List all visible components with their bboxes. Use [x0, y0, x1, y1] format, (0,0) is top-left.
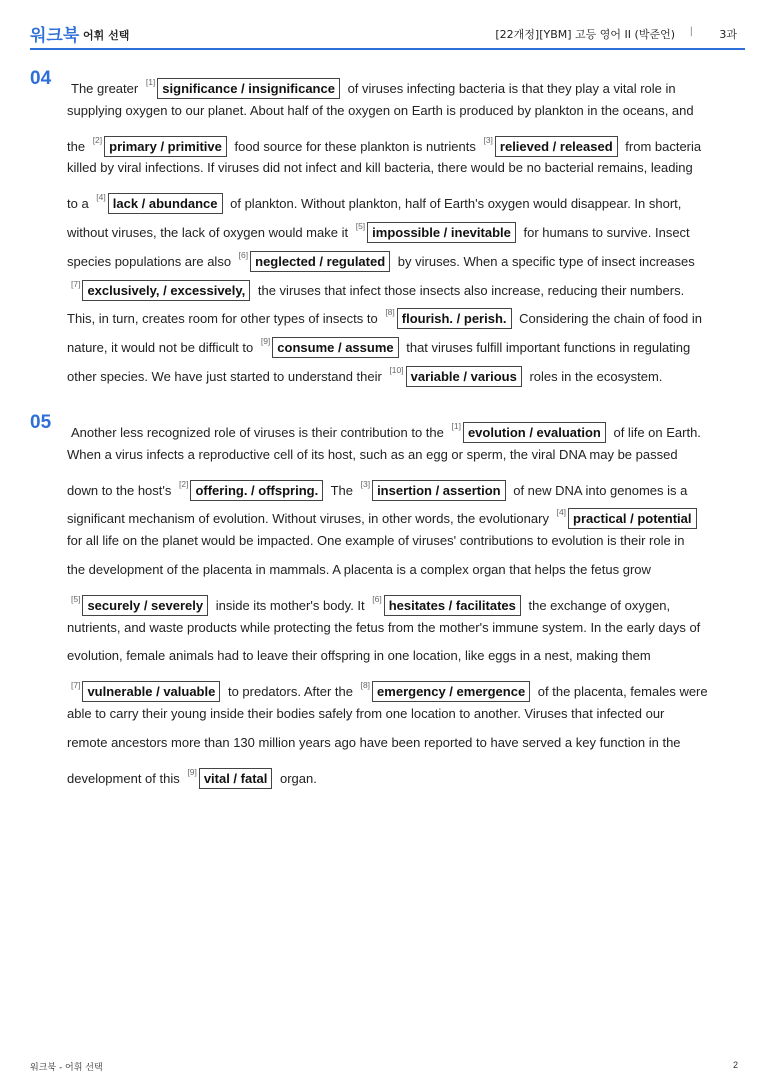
- passage-text-run: food source for these plankton is nutrients: [230, 138, 480, 154]
- vocab-choice-box[interactable]: vulnerable / valuable: [82, 681, 220, 702]
- passage-line: [67, 68, 742, 97]
- passage-text-run: the: [67, 138, 89, 154]
- passage-text-run: of life on Earth.: [609, 425, 701, 440]
- passage-line: [67, 327, 742, 356]
- passage-line: [67, 585, 742, 614]
- passage-section-05: [30, 412, 742, 786]
- vocab-choice-box[interactable]: emergency / emergence: [372, 681, 530, 702]
- passage-line: [67, 498, 742, 527]
- passage-text-run: nutrients, and waste products while protecting the fetus from the mother's immune system. In the early days of: [67, 619, 701, 635]
- brand-title: 워크북: [30, 26, 80, 46]
- passage-text-run: Considering the chain of food in: [515, 311, 702, 327]
- passage-text: [67, 412, 742, 786]
- passage-text-run: inside its mother's body. It: [212, 597, 369, 613]
- passage-line: [67, 183, 742, 212]
- passage-line: [67, 614, 742, 643]
- vocab-choice-box[interactable]: significance / insignificance: [157, 78, 340, 99]
- passage-line: [67, 642, 742, 671]
- blank-number-tag: [6]: [372, 593, 382, 604]
- passage-line: [67, 758, 742, 787]
- passage-section-04: [30, 68, 742, 385]
- page-header: [30, 20, 745, 50]
- passage-text-run: without viruses, the lack of oxygen would make it: [67, 224, 352, 240]
- vocab-choice-box[interactable]: relieved / released: [495, 136, 618, 157]
- passage-text: [67, 68, 742, 385]
- passage-line: [67, 356, 742, 385]
- passage-text-run: for all life on the planet would be impacted. One example of viruses' contributions to evolution is their role in: [67, 533, 685, 549]
- passage-text-run: evolution, female animals had to leave their offspring in one location, like eggs in a nest, making them: [67, 648, 651, 664]
- footer-label: 워크북 - 어휘 선택: [30, 1063, 103, 1073]
- passage-text-run: of the placenta, females were: [534, 684, 708, 700]
- vocab-choice-box[interactable]: exclusively, / excessively,: [82, 280, 250, 301]
- passage-line: [67, 412, 742, 441]
- blank-number-tag: [5]: [355, 220, 366, 231]
- passage-text-run: the viruses that infect those insects also increase, reducing their numbers.: [254, 282, 685, 298]
- passage-text-run: organ.: [276, 770, 317, 786]
- blank-number-tag: [1]: [145, 77, 156, 87]
- blank-number-tag: [2]: [179, 478, 189, 489]
- vocab-choice-box[interactable]: hesitates / facilitates: [384, 595, 521, 616]
- passage-text-run: by viruses. When a specific type of insect increases: [394, 253, 695, 269]
- passage-text-run: killed by viral infections. If viruses did not infect and kill bacteria, there would be no bacterial remains, leading: [67, 160, 693, 176]
- blank-number-tag: [10]: [389, 364, 404, 375]
- passage-text-run: of viruses infecting bacteria is that they play a vital role in: [343, 81, 676, 96]
- vocab-choice-box[interactable]: securely / severely: [82, 595, 208, 616]
- blank-number-tag: [5]: [71, 593, 81, 604]
- passage-text-run: remote ancestors more than 130 million years ago have been reported to have served a key function in the: [67, 734, 681, 750]
- vocab-choice-box[interactable]: practical / potential: [568, 508, 696, 529]
- passage-line: [67, 212, 742, 241]
- blank-number-tag: [4]: [96, 192, 106, 203]
- passage-line: [67, 470, 742, 499]
- passage-text-run: The greater: [71, 81, 142, 96]
- passage-text-run: able to carry their young inside their bodies safely from one location to another. Viruses that infected our: [67, 705, 665, 721]
- header-separator: |: [689, 26, 693, 37]
- passage-line: [67, 97, 742, 126]
- vocab-choice-box[interactable]: primary / primitive: [104, 136, 227, 157]
- passage-text-run: down to the host's: [67, 482, 175, 498]
- blank-number-tag: [6]: [238, 249, 249, 260]
- passage-line: [67, 441, 742, 470]
- blank-number-tag: [7]: [71, 278, 81, 289]
- passage-text-run: the exchange of oxygen,: [524, 597, 671, 613]
- blank-number-tag: [4]: [556, 507, 567, 518]
- passage-text-run: for humans to survive. Insect: [519, 224, 690, 240]
- vocab-choice-box[interactable]: neglected / regulated: [250, 251, 390, 272]
- passage-line: [67, 556, 742, 585]
- passage-text-run: of new DNA into genomes is a: [509, 482, 688, 498]
- passage-line: [67, 241, 742, 270]
- passage-text-run: roles in the ecosystem.: [525, 368, 663, 384]
- passage-text-run: Another less recognized role of viruses is their contribution to the: [71, 425, 448, 440]
- vocab-choice-box[interactable]: evolution / evaluation: [463, 422, 606, 443]
- passage-text-run: that viruses fulfill important functions in regulating: [402, 340, 691, 356]
- vocab-choice-box[interactable]: variable / various: [406, 366, 522, 387]
- passage-text-run: significant mechanism of evolution. Without viruses, in other words, the evolutionary: [67, 511, 553, 527]
- blank-number-tag: [9]: [260, 336, 271, 347]
- section-number: 05: [30, 412, 52, 433]
- brand-subtitle: 어휘 선택: [83, 29, 130, 42]
- passage-line: [67, 729, 742, 758]
- passage-text-run: to a: [67, 196, 93, 212]
- page-number: 2: [732, 1060, 738, 1070]
- passage-text-run: This, in turn, creates room for other types of insects to: [67, 311, 382, 327]
- passage-line: [67, 270, 742, 299]
- passage-text-run: nature, it would not be difficult to: [67, 340, 257, 356]
- vocab-choice-box[interactable]: consume / assume: [272, 337, 398, 358]
- passage-line: [67, 527, 742, 556]
- blank-number-tag: [8]: [360, 680, 371, 691]
- passage-text-run: species populations are also: [67, 253, 235, 269]
- vocab-choice-box[interactable]: flourish. / perish.: [397, 308, 512, 329]
- vocab-choice-box[interactable]: vital / fatal: [199, 768, 273, 789]
- passage-text-run: to predators. After the: [224, 684, 357, 700]
- blank-number-tag: [3]: [483, 134, 493, 145]
- passage-text-run: The: [327, 482, 357, 498]
- passage-text-run: of plankton. Without plankton, half of Earth's oxygen would disappear. In short,: [226, 196, 682, 212]
- passage-text-run: from bacteria: [621, 138, 702, 154]
- vocab-choice-box[interactable]: offering. / offspring.: [190, 480, 323, 501]
- course-title: [22개정][YBM] 고등 영어 II (박준언): [495, 28, 675, 41]
- section-number: 04: [30, 68, 52, 89]
- vocab-choice-box[interactable]: impossible / inevitable: [367, 222, 516, 243]
- passage-line: [67, 126, 742, 155]
- passage-line: [67, 154, 742, 183]
- blank-number-tag: [2]: [92, 134, 103, 145]
- blank-number-tag: [3]: [360, 478, 371, 489]
- passage-text-run: When a virus infects a reproductive cell of its host, such as an egg or sperm, the viral DNA may be passed: [67, 446, 678, 462]
- passage-text-run: other species. We have just started to understand their: [67, 368, 386, 384]
- passage-line: [67, 700, 742, 729]
- passage-text-run: the development of the placenta in mammals. A placenta is a complex organ that helps the fetus grow: [67, 561, 651, 577]
- passage-text-run: development of this: [67, 770, 184, 786]
- blank-number-tag: [8]: [385, 307, 395, 318]
- vocab-choice-box[interactable]: insertion / assertion: [372, 480, 506, 501]
- passage-text-run: supplying oxygen to our planet. About half of the oxygen on Earth is produced by plankton in the oceans, and: [67, 102, 694, 118]
- blank-number-tag: [9]: [187, 766, 197, 777]
- vocab-choice-box[interactable]: lack / abundance: [108, 193, 223, 214]
- passage-line: [67, 671, 742, 700]
- lesson-label: 3과: [719, 28, 737, 41]
- blank-number-tag: [7]: [71, 680, 81, 691]
- blank-number-tag: [1]: [451, 421, 461, 431]
- passage-line: [67, 298, 742, 327]
